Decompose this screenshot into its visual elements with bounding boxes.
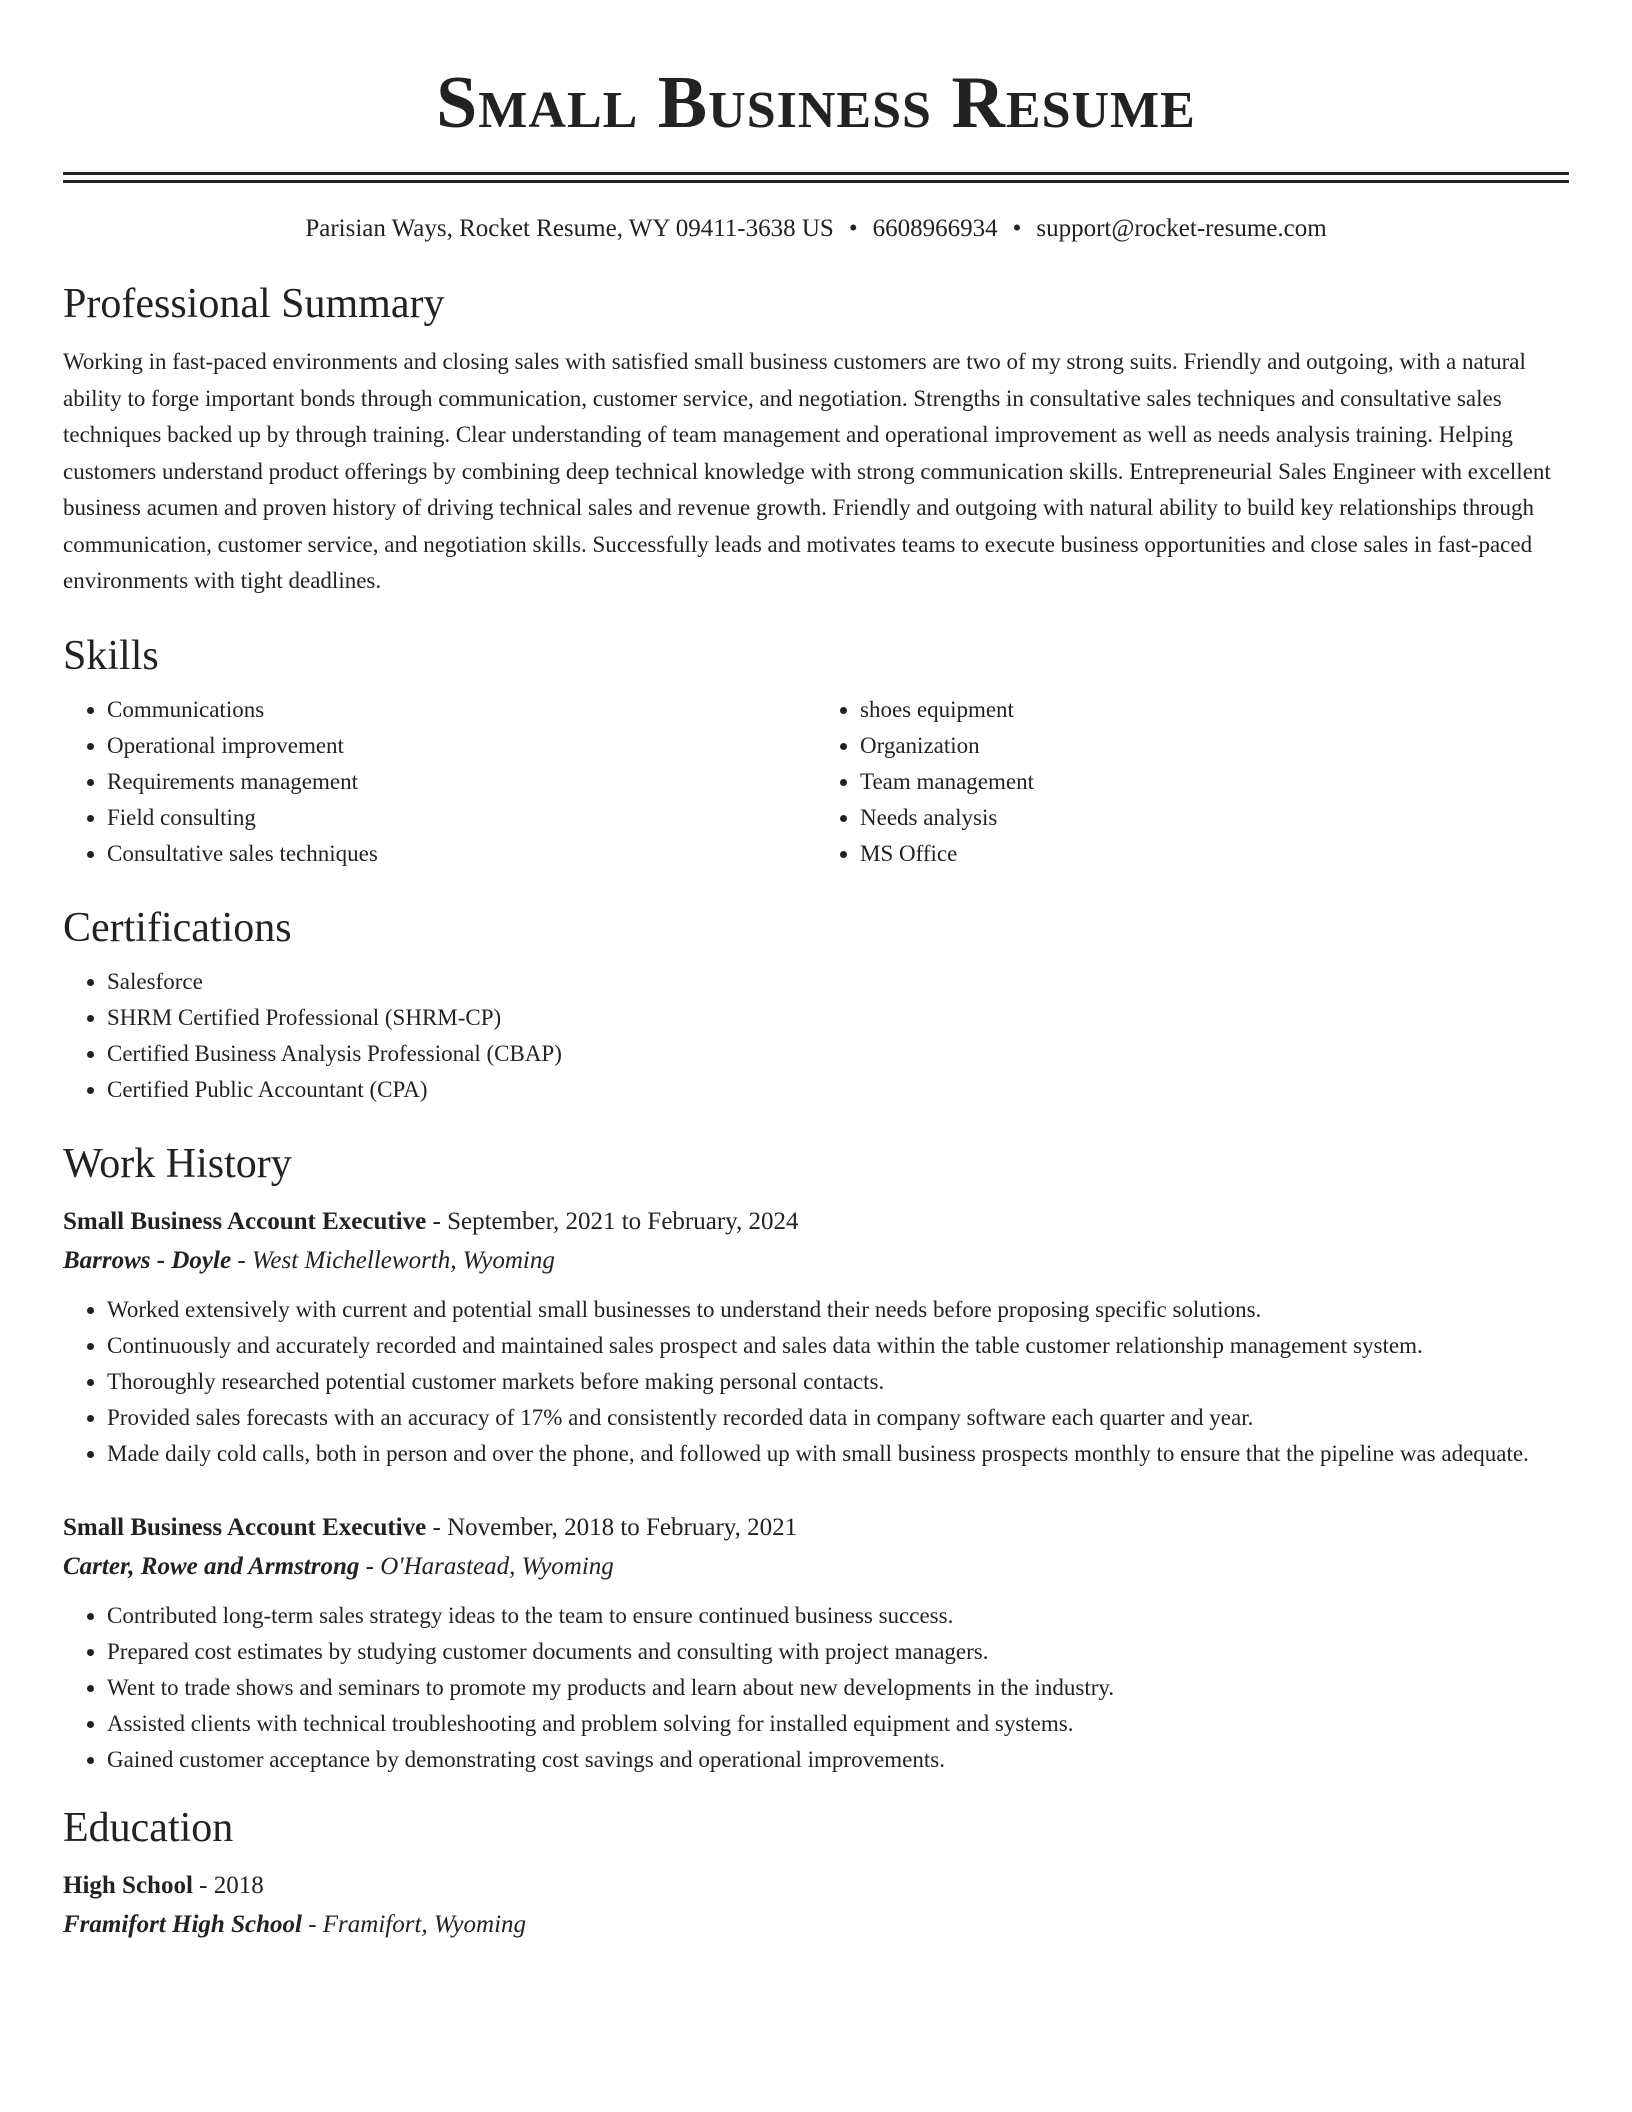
skills-section xyxy=(63,630,1569,872)
job-entry xyxy=(63,1508,1569,1778)
certifications-heading: Certifications xyxy=(63,904,292,951)
certification-item: • Salesforce xyxy=(107,964,1569,1000)
job-company: Barrows - Doyle xyxy=(63,1246,232,1274)
skills-list-right xyxy=(816,692,1569,872)
skill-item: • Operational improvement xyxy=(107,728,816,764)
education-location: Framifort, Wyoming xyxy=(322,1910,527,1938)
education-school-line xyxy=(63,1905,1569,1944)
job-location: West Michelleworth, Wyoming xyxy=(251,1246,555,1274)
dash: - xyxy=(237,1246,246,1274)
job-bullet: • Went to trade shows and seminars to promote my products and learn about new developments in the industry. xyxy=(107,1670,1569,1706)
job-company-line xyxy=(63,1241,1569,1280)
contact-separator: • xyxy=(1012,215,1022,242)
job-header xyxy=(63,1202,1569,1241)
skill-item: • Communications xyxy=(107,692,816,728)
job-bullet: • Continuously and accurately recorded and maintained sales prospect and sales data within the table customer relationship management system. xyxy=(107,1328,1569,1364)
skill-item: • Team management xyxy=(860,764,1569,800)
skill-item: • Organization xyxy=(860,728,1569,764)
job-bullet: • Worked extensively with current and potential small businesses to understand their needs before proposing specific solutions. xyxy=(107,1292,1569,1328)
job-bullet: • Prepared cost estimates by studying customer documents and consulting with project managers. xyxy=(107,1634,1569,1670)
dash: - xyxy=(365,1552,374,1580)
resume-title: Small Business Resume xyxy=(436,62,1196,144)
certification-item: • Certified Business Analysis Professional (CBAP) xyxy=(107,1036,1569,1072)
dash: - xyxy=(199,1871,208,1899)
education-header xyxy=(63,1866,1569,1905)
job-header xyxy=(63,1508,1569,1547)
education-heading: Education xyxy=(63,1804,234,1851)
certification-item: • SHRM Certified Professional (SHRM-CP) xyxy=(107,1000,1569,1036)
skill-item: • MS Office xyxy=(860,836,1569,872)
summary-section xyxy=(63,278,1569,600)
job-bullet: • Gained customer acceptance by demonstrating cost savings and operational improvements. xyxy=(107,1742,1569,1778)
skill-item: • Field consulting xyxy=(107,800,816,836)
contact-separator: • xyxy=(848,215,858,242)
dash: - xyxy=(432,1513,441,1541)
job-bullets xyxy=(63,1292,1569,1472)
contact-line xyxy=(63,212,1569,246)
contact-address: Parisian Ways, Rocket Resume, WY 09411-3638 US xyxy=(305,215,834,242)
dash: - xyxy=(308,1910,317,1938)
education-entry xyxy=(63,1866,1569,1944)
job-bullet: • Contributed long-term sales strategy ideas to the team to ensure continued business success. xyxy=(107,1598,1569,1634)
job-bullet: • Made daily cold calls, both in person and over the phone, and followed up with small business prospects monthly to ensure that the pipeline was adequate. xyxy=(107,1436,1569,1472)
summary-heading: Professional Summary xyxy=(63,281,445,327)
work-history-heading: Work History xyxy=(63,1140,292,1187)
job-bullets xyxy=(63,1598,1569,1778)
skill-item: • Needs analysis xyxy=(860,800,1569,836)
skills-list-left xyxy=(63,692,816,872)
job-dates: November, 2018 to February, 2021 xyxy=(447,1513,798,1541)
job-bullet: • Thoroughly researched potential customer markets before making personal contacts. xyxy=(107,1364,1569,1400)
skill-item: • shoes equipment xyxy=(860,692,1569,728)
job-location: O'Harastead, Wyoming xyxy=(380,1552,614,1580)
education-degree: High School xyxy=(63,1871,193,1899)
work-history-section xyxy=(63,1138,1569,1778)
title-double-rule xyxy=(63,172,1569,183)
job-bullet: • Provided sales forecasts with an accuracy of 17% and consistently recorded data in company software each quarter and year. xyxy=(107,1400,1569,1436)
skills-heading: Skills xyxy=(63,632,159,679)
job-title: Small Business Account Executive xyxy=(63,1207,427,1235)
job-company: Carter, Rowe and Armstrong xyxy=(63,1552,360,1580)
dash: - xyxy=(432,1207,441,1235)
certifications-list xyxy=(63,964,1569,1108)
education-section xyxy=(63,1802,1569,1944)
contact-email: support@rocket-resume.com xyxy=(1036,215,1327,242)
skill-item: • Requirements management xyxy=(107,764,816,800)
job-company-line xyxy=(63,1547,1569,1586)
job-dates: September, 2021 to February, 2024 xyxy=(447,1207,799,1235)
skills-grid xyxy=(63,692,1569,872)
job-title: Small Business Account Executive xyxy=(63,1513,427,1541)
certification-item: • Certified Public Accountant (CPA) xyxy=(107,1072,1569,1108)
summary-text: Working in fast-paced environments and closing sales with satisfied small business customers are two of my strong suits. Friendly and outgoing, with a natural ability to forge important bonds through communication, customer service, and negotiation. Strengths in consultative sales techniques and consultative sales techniques backed up by through training. Clear understanding of team management and operational improvement as well as needs analysis training. Helping customers understand product offerings by combining deep technical knowledge with strong communication skills. Entrepreneurial Sales Engineer with excellent business acumen and proven history of driving technical sales and revenue growth. Friendly and outgoing with natural ability to build key relationships through communication, customer service, and negotiation skills. Successfully leads and motivates teams to execute business opportunities and close sales in fast-paced environments with tight deadlines. xyxy=(63,349,1551,593)
certifications-section xyxy=(63,902,1569,1108)
education-year: 2018 xyxy=(213,1871,264,1899)
job-bullet: • Assisted clients with technical troubleshooting and problem solving for installed equipment and systems. xyxy=(107,1706,1569,1742)
education-school: Framifort High School xyxy=(63,1910,302,1938)
job-entry xyxy=(63,1202,1569,1472)
contact-phone: 6608966934 xyxy=(872,215,998,242)
skill-item: • Consultative sales techniques xyxy=(107,836,816,872)
